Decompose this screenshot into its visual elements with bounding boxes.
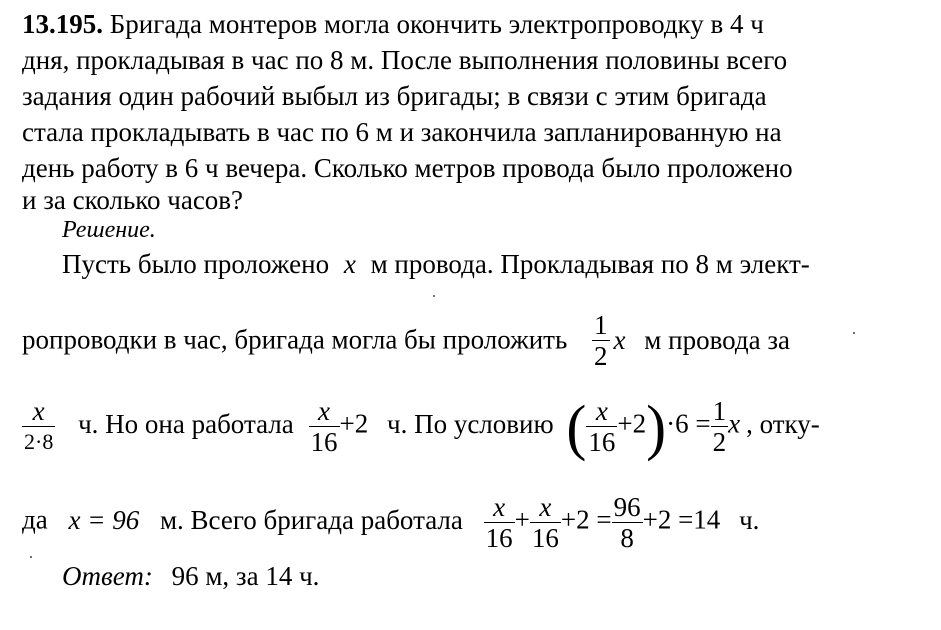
problem-line-3: задания один рабочий выбыл из бригады; в связи с этим бригада: [22, 81, 767, 111]
answer-label: Ответ:: [62, 561, 153, 591]
fraction-x-over-2x8: $\frac{x}{2\cdot 8}$: [24, 396, 54, 454]
paren-open: (: [566, 391, 587, 462]
answer-text: 96 м, за 14 ч.: [171, 561, 320, 591]
scan-speck: [30, 556, 32, 558]
paren-close: ): [646, 391, 667, 462]
fraction-half: $\frac{1}{2}$: [594, 310, 608, 371]
fraction-x-over-16-c: $\frac{x}{16}$: [485, 492, 513, 553]
solution-heading: Решение.: [62, 217, 156, 243]
fraction-x-over-16-a: $\frac{x}{16}$: [310, 396, 338, 457]
problem-line-5: день работу в 6 ч вечера. Сколько метров провода было проложено: [22, 153, 793, 183]
fraction-x-over-16-d: $\frac{x}{16}$: [531, 492, 559, 553]
problem-number: 13.195.: [22, 9, 103, 39]
solution-line-4: да x = 96 м. Всего бригада работала $\frac{x}{16}$ + $\frac{x}{16}$ +2 = $\frac{96}{8}$ +2 =14 ч.: [22, 492, 760, 553]
fraction-96-over-8: $\frac{96}{8}$: [613, 492, 641, 553]
problem-line-1: 13.195. Бригада монтеров могла окончить электропроводку в 4 ч: [22, 9, 764, 39]
fraction-x-over-16-b: $\frac{x}{16}$: [588, 396, 616, 457]
fraction-half-b: $\frac{1}{2}$: [712, 396, 727, 457]
solution-line-1: Пусть было проложено x м провода. Прокладывая по 8 м элект-: [62, 249, 810, 279]
solution-line-3: $\frac{x}{2\cdot 8}$ ч. Но она работала $\frac{x}{16}$ +2 ч. По условию ( $\frac{x}{16}$ +2)·6 = $\frac{1}{2}$ x , отку-: [24, 391, 820, 462]
problem-line-4: стала прокладывать в час по 6 м и закончила запланированную на: [22, 117, 782, 147]
solution-line-2: ропроводки в час, бригада могла бы проложить $\frac{1}{2}$ x м провода за: [22, 310, 790, 371]
scan-speck: [433, 295, 435, 297]
x-equals-96: x = 96: [68, 504, 140, 535]
problem-line-6: и за сколько часов?: [22, 185, 244, 215]
answer-line: [62, 560, 319, 592]
problem-line-2: дня, прокладывая в час по 8 м. После выполнения половины всего: [22, 45, 788, 75]
scan-speck: [853, 332, 855, 334]
